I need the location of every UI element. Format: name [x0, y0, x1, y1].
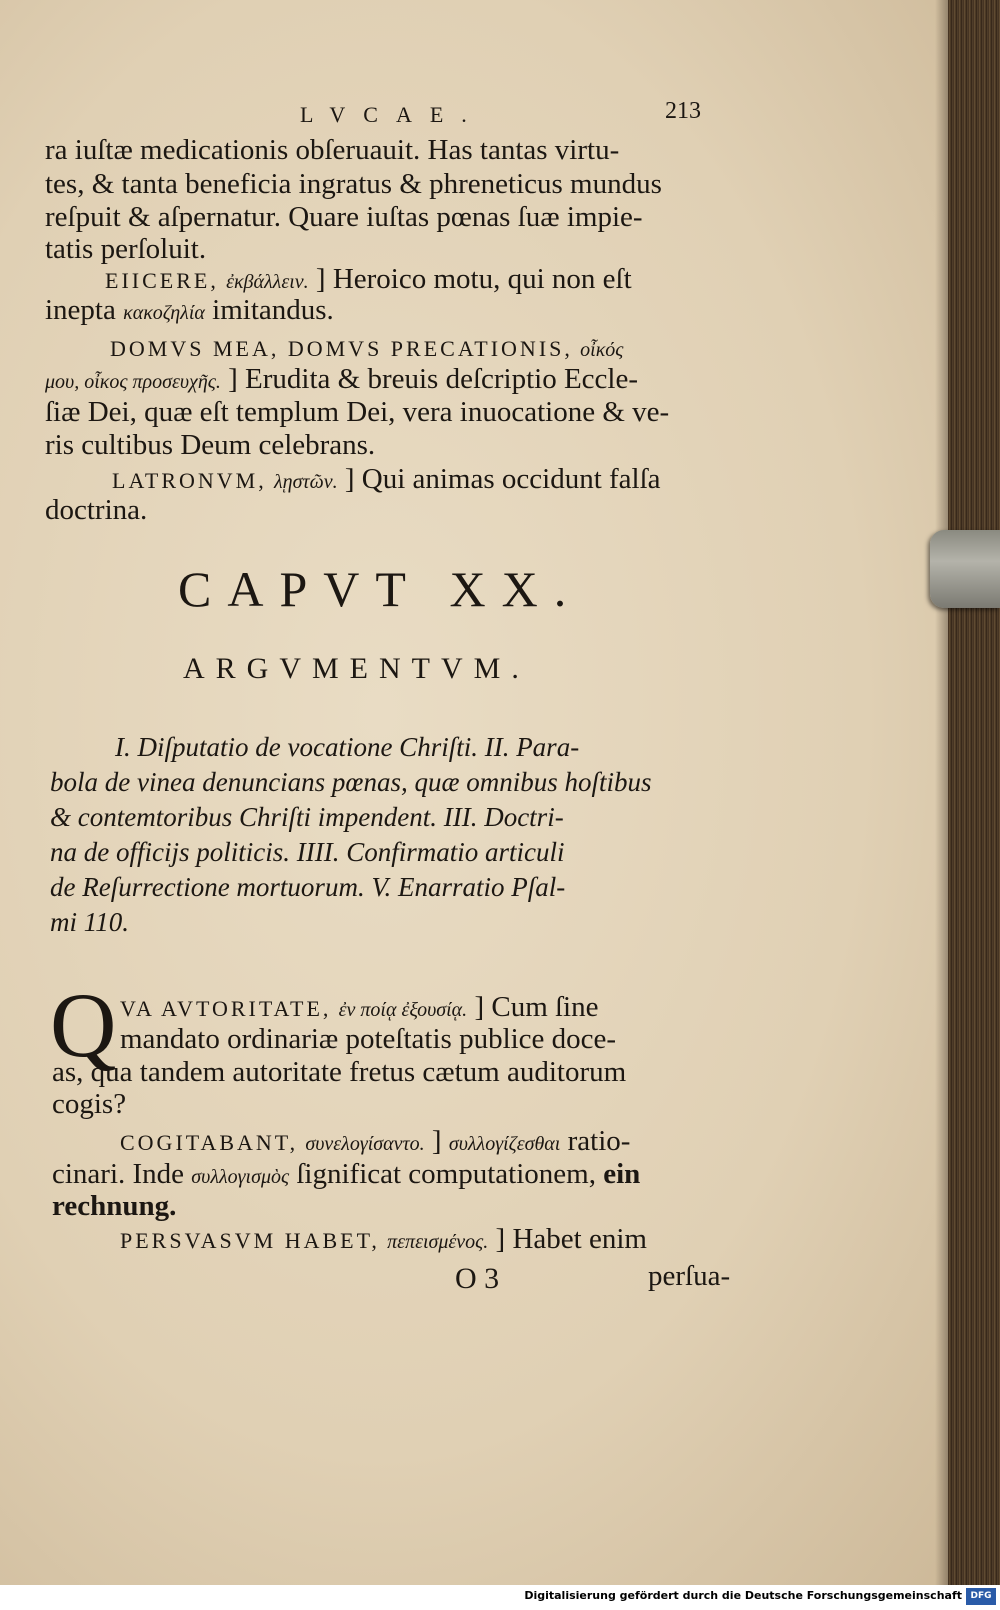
greek-term: ἐν ποίᾳ ἐξουσίᾳ.	[338, 999, 468, 1021]
page-number: 213	[665, 98, 701, 124]
gloss-text: ſignificat computationem,	[296, 1158, 596, 1190]
text-line	[45, 293, 745, 330]
greek-term: συλλογίζεσθαι	[448, 1133, 561, 1155]
lemma-label: VA AVTORITATE,	[120, 996, 332, 1021]
drop-cap: Q	[50, 974, 117, 1076]
text-line: ſiæ Dei, quæ eſt templum Dei, vera inuocatione & ve-	[45, 396, 670, 428]
argument-line: de Reſurrectione mortuorum. V. Enarratio Pſal-	[50, 872, 566, 902]
chapter-title: CAPVT XX.	[178, 561, 583, 617]
greek-term: μου, οἶκος προσευχῆς.	[45, 371, 221, 393]
text-line: as, qua tandem autoritate fretus cætum auditorum	[52, 1056, 627, 1088]
argument-line: bola de vinea denuncians pœnas, quæ omnibus hoſtibus	[50, 767, 652, 797]
lemma-label: COGITABANT,	[120, 1130, 299, 1155]
gloss-text: ] Erudita & breuis deſcriptio Eccle-	[228, 363, 638, 395]
gloss-text: ] Cum ſine	[474, 991, 599, 1023]
running-head: LVCAE.	[300, 102, 485, 127]
argument-line: mi 110.	[50, 907, 129, 937]
gloss-text: ] Qui animas occidunt falſa	[344, 463, 661, 495]
text-line	[45, 362, 745, 399]
greek-term: κακοζηλία	[123, 302, 205, 324]
catchword: perſua-	[648, 1260, 731, 1292]
credit-bar	[0, 1585, 1000, 1610]
lemma-persuasum	[120, 1222, 820, 1259]
greek-term: οἶκός	[580, 339, 624, 361]
fraktur-line: rechnung.	[52, 1190, 177, 1222]
gloss-text: ] Heroico motu, qui non eſt	[315, 263, 632, 295]
greek-term: λῃστῶν.	[273, 471, 338, 493]
gloss-text: ratio-	[567, 1125, 631, 1157]
book-edges	[948, 0, 1000, 1585]
argument-line: na de officijs politicis. IIII. Confirmatio articuli	[50, 837, 565, 867]
gloss-text: ] Habet enim	[495, 1223, 647, 1255]
lemma-label: DOMVS MEA, DOMVS PRECATIONIS,	[110, 336, 573, 361]
text-line: tatis perſoluit.	[45, 233, 207, 265]
greek-term: πεπεισμένος.	[387, 1231, 489, 1253]
lemma-cogitabant	[120, 1124, 820, 1161]
gloss-text: inepta	[45, 294, 116, 326]
text-line: doctrina.	[45, 494, 148, 526]
text-line: cogis?	[52, 1088, 127, 1120]
text-line: reſpuit & aſpernatur. Quare iuſtas pœnas ſuæ impie-	[45, 201, 643, 233]
lemma-label: LATRONVM,	[112, 468, 267, 493]
gloss-text: cinari. Inde	[52, 1158, 185, 1190]
dfg-logo-icon: DFG	[966, 1588, 996, 1605]
gloss-text: imitandus.	[212, 294, 334, 326]
text-line: mandato ordinariæ poteſtatis publice doce-	[120, 1023, 617, 1055]
text-line: tes, & tanta beneficia ingratus & phreneticus mundus	[45, 168, 662, 200]
greek-term: ἐκβάλλειν.	[226, 271, 309, 293]
lemma-label: PERSVASVM HABET,	[120, 1228, 380, 1253]
argument-line: & contemtoribus Chriſti impendent. III. Doctri-	[50, 802, 564, 832]
text-line: ra iuſtæ medicationis obſeruauit. Has tantas virtu-	[45, 134, 620, 166]
greek-term: συλλογισμὸς	[191, 1166, 290, 1188]
gloss-text: ]	[431, 1125, 449, 1157]
argumentum-heading: ARGVMENTVM.	[183, 652, 530, 685]
credit-text: Digitalisierung gefördert durch die Deutsche Forschungsgemeinschaft	[524, 1589, 962, 1602]
lemma-label: EIICERE,	[105, 268, 219, 293]
argument-line: I. Diſputatio de vocatione Chriſti. II. Para-	[115, 732, 580, 762]
greek-term: συνελογίσαντο.	[305, 1133, 425, 1155]
text-line: ris cultibus Deum celebrans.	[45, 429, 376, 461]
fraktur-word: ein	[603, 1158, 641, 1190]
signature-mark: O 3	[455, 1262, 500, 1295]
book-clasp	[930, 530, 1000, 608]
